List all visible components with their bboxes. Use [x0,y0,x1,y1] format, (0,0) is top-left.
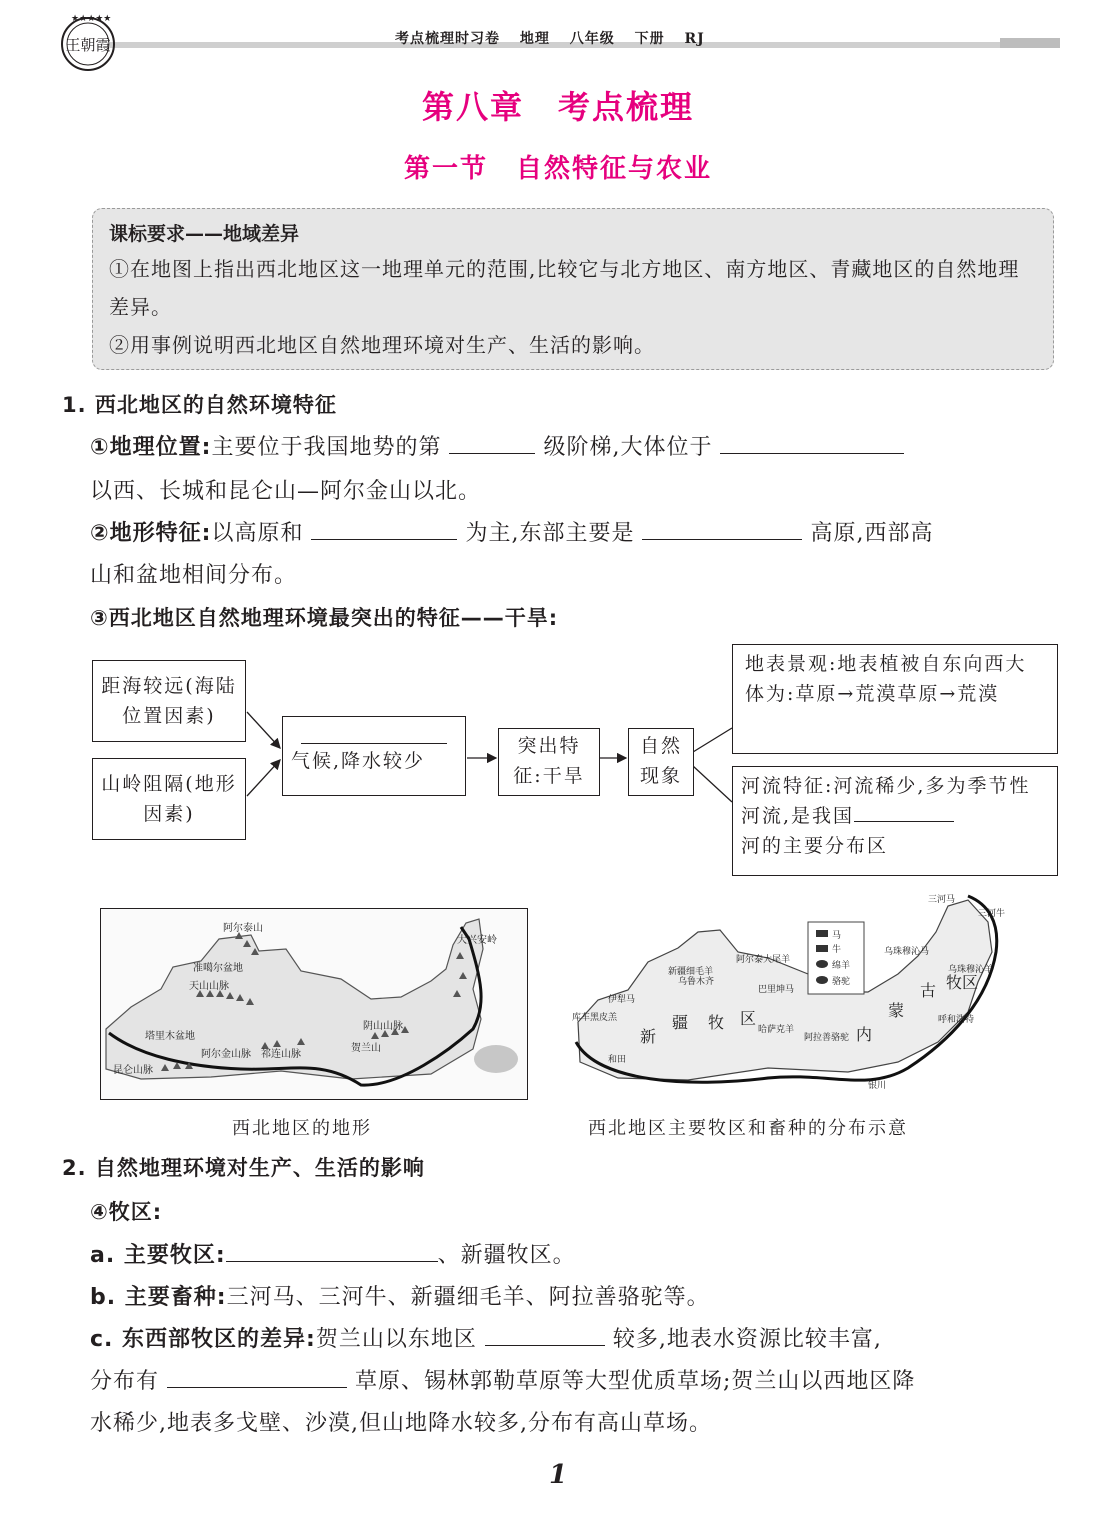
map2-label-20: 蒙 [888,1001,905,1020]
legend-cattle: 牛 [832,945,842,955]
map2-label-8: 库车黑皮羔 [572,1013,618,1023]
map2-label-12: 哈萨克羊 [758,1025,795,1035]
requirement-box [92,208,1054,370]
blank-main-pasture[interactable] [226,1239,438,1262]
svg-text:王朝霞: 王朝霞 [65,36,111,54]
map2-label-1: 三河牛 [978,909,1006,919]
map1-label-0: 阿尔泰山 [223,923,263,934]
terrain-line-2: 山和盆地相间分布。 [90,563,298,588]
map2-label-3: 乌珠穆沁羊 [948,965,994,975]
blank-grassland[interactable] [167,1365,347,1388]
pasture-map-drawing [568,892,1044,1102]
map2-label-11: 阿拉善骆驼 [804,1033,850,1043]
map1-label-8: 贺兰山 [351,1043,381,1054]
map2-label-17: 牧 [708,1013,725,1032]
publisher-logo [50,10,126,72]
feature-box: 突出特征:干旱 [498,728,600,796]
map1-label-2: 准噶尔盆地 [193,963,243,974]
map2-label-21: 古 [920,981,937,1000]
map2-label-16: 疆 [672,1013,689,1032]
pasture-heading: ④牧区: [90,1200,163,1224]
map2-label-13: 和田 [608,1055,627,1065]
livestock-line: b. 主要畜种:三河马、三河牛、新疆细毛羊、阿拉善骆驼等。 [90,1285,710,1310]
blank-plateau[interactable] [642,517,802,540]
map1-label-9: 昆仑山脉 [113,1065,153,1076]
map2-label-18: 区 [740,1009,757,1028]
blank-landform[interactable] [311,517,457,540]
arid-feature-line: ③西北地区自然地理环境最突出的特征——干旱: [90,606,559,630]
terrain-map-caption: 西北地区的地形 [232,1118,372,1139]
river-text-b: 河的主要分布区 [741,835,889,857]
page-number: 1 [548,1460,568,1490]
cause-mountain-box: 山岭阻隔(地形因素) [92,758,246,840]
requirement-item-2: ②用事例说明西北地区自然地理环境对生产、生活的影响。 [109,333,655,357]
legend-horse: 马 [832,931,842,941]
map2-label-22: 牧区 [946,973,979,992]
pasture-map [568,892,1044,1102]
map2-label-14: 银川 [868,1081,887,1091]
difference-line-2: 分布有 草原、锡林郭勒草原等大型优质草场;贺兰山以西地区降 [90,1364,915,1395]
river-text-a: 河流特征:河流稀少,多为季节性河流,是我国 [741,775,1031,827]
location-line-2: 以西、长城和昆仑山—阿尔金山以北。 [90,479,482,504]
blank-terrain-step[interactable] [449,431,535,454]
river-box [732,766,1058,876]
cause-distance-box: 距海较远(海陆位置因素) [92,660,246,742]
map2-label-15: 新 [640,1027,657,1046]
pasture-map-caption: 西北地区主要牧区和畜种的分布示意 [588,1118,908,1139]
blank-climate-type[interactable] [301,725,447,744]
map1-label-5: 塔里木盆地 [145,1031,195,1042]
map2-label-7: 伊犁马 [608,995,636,1005]
map2-label-5: 新疆细毛羊 [668,967,714,977]
chapter-title: 第八章 考点梳理 [421,88,694,126]
map2-label-4: 阿尔泰大尾羊 [736,955,791,965]
location-line: ①地理位置:主要位于我国地势的第 级阶梯,大体位于 [90,430,904,461]
header-book: 考点梳理时习卷 [395,31,500,47]
map1-label-3: 天山山脉 [189,981,229,992]
map1-label-6: 阿尔金山脉 [201,1049,251,1060]
header-volume: 下册 [634,31,665,47]
map2-label-9: 巴里坤马 [758,985,795,995]
map1-label-1: 大兴安岭 [457,935,497,946]
map2-label-6: 乌鲁木齐 [678,977,715,987]
map1-label-4: 阴山山脉 [363,1021,403,1032]
section-2-heading: 2. 自然地理环境对生产、生活的影响 [62,1156,425,1180]
map2-label-0: 三河马 [928,895,956,905]
difference-line-1: c. 东西部牧区的差异:贺兰山以东地区 较多,地表水资源比较丰富, [90,1322,882,1353]
section-1-heading: 1. 西北地区的自然环境特征 [62,393,337,417]
landscape-box: 地表景观:地表植被自东向西大体为:草原→荒漠草原→荒漠 [732,644,1058,754]
climate-text: 气候,降水较少 [291,750,426,772]
header-tab [1000,38,1060,48]
requirement-item-1: ①在地图上指出西北地区这一地理单元的范围,比较它与北方地区、南方地区、青藏地区的自然地理差异。 [109,257,1020,319]
requirement-heading: 课标要求——地域差异 [109,223,300,245]
legend-sheep: 绵羊 [832,961,851,971]
section-title: 第一节 自然特征与农业 [403,154,712,184]
header-edition: RJ [684,31,705,47]
terrain-line: ②地形特征:以高原和 为主,东部主要是 高原,西部高 [90,516,933,547]
difference-line-3: 水稀少,地表多戈壁、沙漠,但山地降水较多,分布有高山草场。 [90,1411,712,1436]
legend-camel: 骆驼 [832,977,851,987]
map2-label-19: 内 [856,1025,873,1044]
header-text [395,28,719,48]
terrain-map [100,908,528,1100]
map2-label-2: 乌珠穆沁马 [884,947,930,957]
blank-precipitation[interactable] [485,1323,605,1346]
blank-boundary[interactable] [720,431,904,454]
header-grade: 八年级 [569,31,615,47]
blank-river-type[interactable] [854,805,954,822]
svg-text:★★★★★: ★★★★★ [71,14,112,24]
climate-box [282,716,466,796]
header-subject: 地理 [519,31,550,47]
terrain-map-drawing [101,909,527,1099]
map1-label-7: 祁连山脉 [261,1049,301,1060]
phenomenon-box: 自然现象 [628,728,694,796]
main-pasture-line: a. 主要牧区: 、新疆牧区。 [90,1238,576,1269]
map2-label-10: 呼和浩特 [938,1015,975,1025]
